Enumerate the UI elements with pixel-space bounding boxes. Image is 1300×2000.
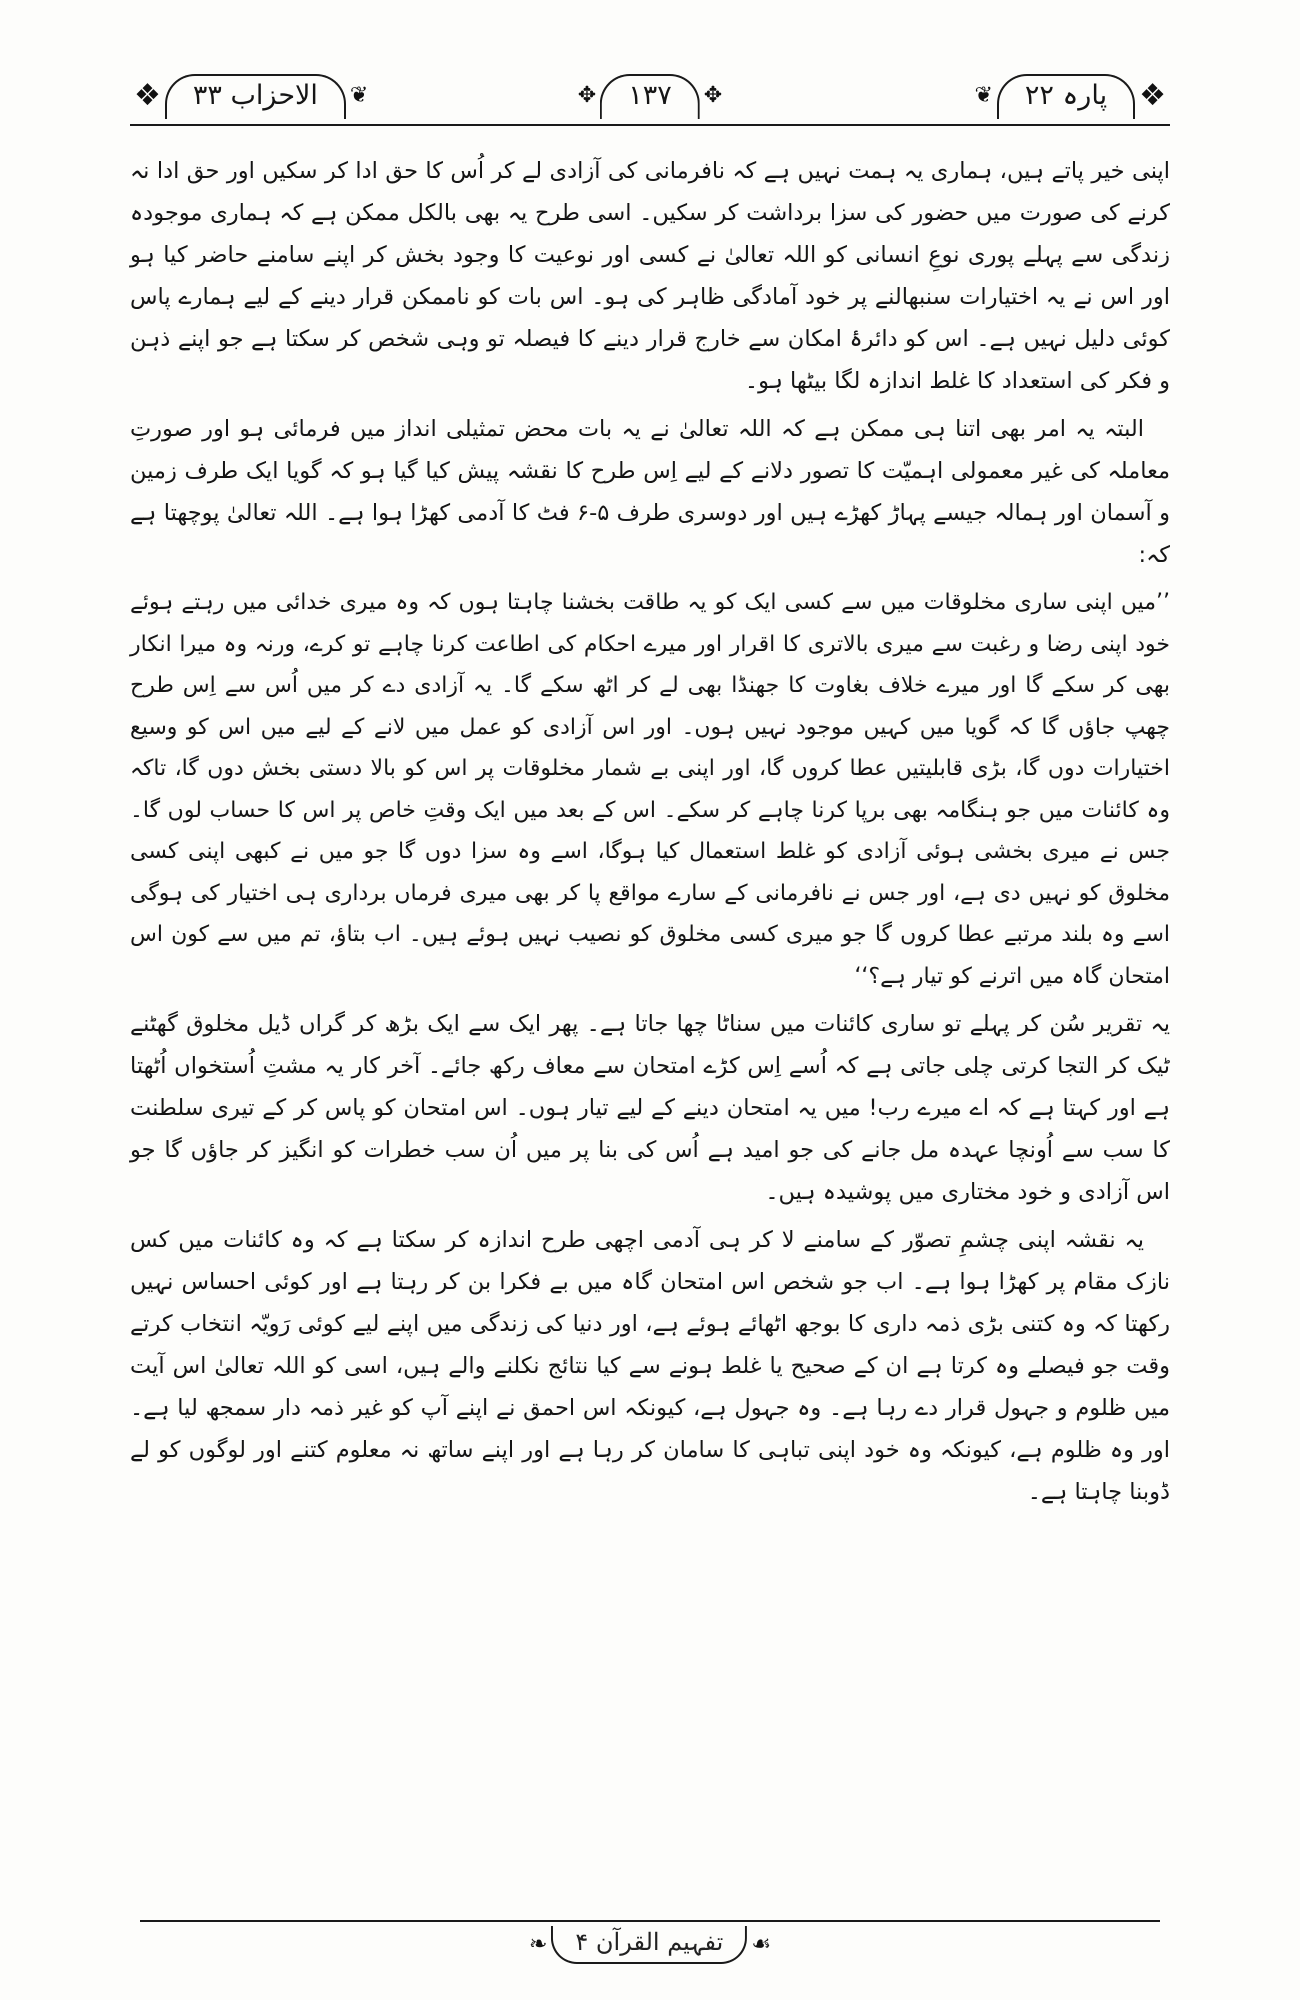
paragraph-3: یہ تقریر سُن کر پہلے تو ساری کائنات میں سناٹا چھا جاتا ہے۔ پھر ایک سے ایک بڑھ کر گراں ڈیل مخلوق گھٹنے ٹیک کر التجا کرتی چلی جاتی ہے کہ اُسے اِس کڑے امتحان سے معاف رکھ جائے۔ آخر کار یہ مشتِ اُستخواں اُٹھتا ہے اور کہتا ہے کہ اے میرے رب! میں یہ امتحان دینے کے لیے تیار ہوں۔ اس امتحان کو پاس کر کے تیری سلطنت کا سب سے اُونچا عہدہ مل جانے کی جو امید ہے اُس کی بنا پر میں اُن سب خطرات کو انگیز کر جاؤں گا جو اس آزادی و خود مختاری میں پوشیدہ ہیں۔ [130,1011,1170,1205]
page-body [130,150,1170,1519]
page-header [130,58,1170,138]
para-cartouche [970,68,1170,124]
surah-label: الاحزاب ۳۳ [165,74,346,119]
header-rule [130,124,1170,126]
book-title: تفہیم القرآن ۴ [551,1926,747,1964]
ornament-icon: ❧ [528,1932,548,1957]
ornament-icon: ❖ [1139,78,1166,113]
ornament-icon: ❦ [349,83,369,108]
block-quote: ’’میں اپنی ساری مخلوقات میں سے کسی ایک کو یہ طاقت بخشنا چاہتا ہوں کہ وہ میری خدائی میں رہتے ہوئے خود اپنی رضا و رغبت سے میری بالاتری کا اقرار اور میرے احکام کی اطاعت کرنا چاہے تو کرے، ورنہ وہ میرا انکار بھی کر سکے گا اور میرے خلاف بغاوت کا جھنڈا بھی لے کر اٹھ سکے گا۔ یہ آزادی دے کر میں اُس سے اِس طرح چھپ جاؤں گا کہ گویا میں کہیں موجود نہیں ہوں۔ اور اس آزادی کو عمل میں لانے کے لیے میں اس کو وسیع اختیارات دوں گا، بڑی قابلیتیں عطا کروں گا، اور اپنی بے شمار مخلوقات پر اس کو بالا دستی بخش دوں گا، تاکہ وہ کائنات میں جو ہنگامہ بھی برپا کرنا چاہے کر سکے۔ اس کے بعد میں ایک وقتِ خاص پر اس کا حساب لوں گا۔ جس نے میری بخشی ہوئی آزادی کو غلط استعمال کیا ہوگا، اسے وہ سزا دوں گا جو میں نے کبھی اپنی کسی مخلوق کو نہیں دی ہے، اور جس نے نافرمانی کے سارے مواقع پا کر بھی میری فرماں برداری ہی اختیار کی ہوگی اسے وہ بلند مرتبے عطا کروں گا جو میری کسی مخلوق کو نصیب نہیں ہوئے ہیں۔ اب بتاؤ، تم میں سے کون اس امتحان گاہ میں اترنے کو تیار ہے؟‘‘ [130,590,1170,989]
ornament-icon: ❖ [134,78,161,113]
page-footer [525,1926,775,1964]
paragraph-2: البتہ یہ امر بھی اتنا ہی ممکن ہے کہ اللہ تعالیٰ نے یہ بات محض تمثیلی انداز میں فرمائی ہو اور صورتِ معاملہ کی غیر معمولی اہمیّت کا تصور دلانے کے لیے اِس طرح کا نقشہ پیش کیا گیا ہو کہ گویا ایک طرف زمین و آسمان اور ہمالہ جیسے پہاڑ کھڑے ہیں اور دوسری طرف ۵-۶ فٹ کا آدمی کھڑا ہوا ہے۔ اللہ تعالیٰ پوچھتا ہے کہ: [130,416,1170,568]
ornament-icon: ✥ [703,83,723,108]
page-number-cartouche [574,68,726,124]
para-label: پارہ ۲۲ [997,74,1135,119]
paragraph-1: اپنی خیر پاتے ہیں، ہماری یہ ہمت نہیں ہے کہ نافرمانی کی آزادی لے کر اُس کا حق ادا کر سکیں اور حق ادا نہ کرنے کی صورت میں حضور کی سزا برداشت کر سکیں۔ اسی طرح یہ بھی بالکل ممکن ہے کہ ہماری موجودہ زندگی سے پہلے پوری نوعِ انسانی کو اللہ تعالیٰ نے کسی اور نوعیت کا وجود بخش کر اپنے سامنے حاضر کیا ہو اور اس نے یہ اختیارات سنبھالنے پر خود آمادگی ظاہر کی ہو۔ اس بات کو ناممکن قرار دینے کے لیے ہمارے پاس کوئی دلیل نہیں ہے۔ اس کو دائرۂ امکان سے خارج قرار دینے کا فیصلہ تو وہی شخص کر سکتا ہے جو اپنے ذہن و فکر کی استعداد کا غلط اندازہ لگا بیٹھا ہو۔ [130,158,1170,394]
ornament-icon: ✥ [577,83,597,108]
ornament-icon: ❦ [974,83,993,108]
paragraph-4: یہ نقشہ اپنی چشمِ تصوّر کے سامنے لا کر ہی آدمی اچھی طرح اندازہ کر سکتا ہے کہ وہ کائنات میں کس نازک مقام پر کھڑا ہوا ہے۔ اب جو شخص اس امتحان گاہ میں بے فکرا بن کر رہتا ہے اور کوئی احساس نہیں رکھتا کہ وہ کتنی بڑی ذمہ داری کا بوجھ اٹھائے ہوئے ہے، اور دنیا کی زندگی میں اپنے لیے کوئی رَویّہ انتخاب کرتے وقت جو فیصلے وہ کرتا ہے ان کے صحیح یا غلط ہونے سے کیا نتائج نکلنے والے ہیں، اسی کو اللہ تعالیٰ اس آیت میں ظلوم و جہول قرار دے رہا ہے۔ وہ جہول ہے، کیونکہ اس احمق نے اپنے آپ کو غیر ذمہ دار سمجھ لیا ہے۔ اور وہ ظلوم ہے، کیونکہ وہ خود اپنی تباہی کا سامان کر رہا ہے اور اپنے ساتھ نہ معلوم کتنے اور لوگوں کو لے ڈوبنا چاہتا ہے۔ [130,1227,1170,1505]
surah-cartouche [130,68,372,124]
footer-rule [140,1920,1160,1922]
page-number: ۱۳۷ [600,74,700,119]
ornament-icon: ☙ [751,1932,772,1957]
